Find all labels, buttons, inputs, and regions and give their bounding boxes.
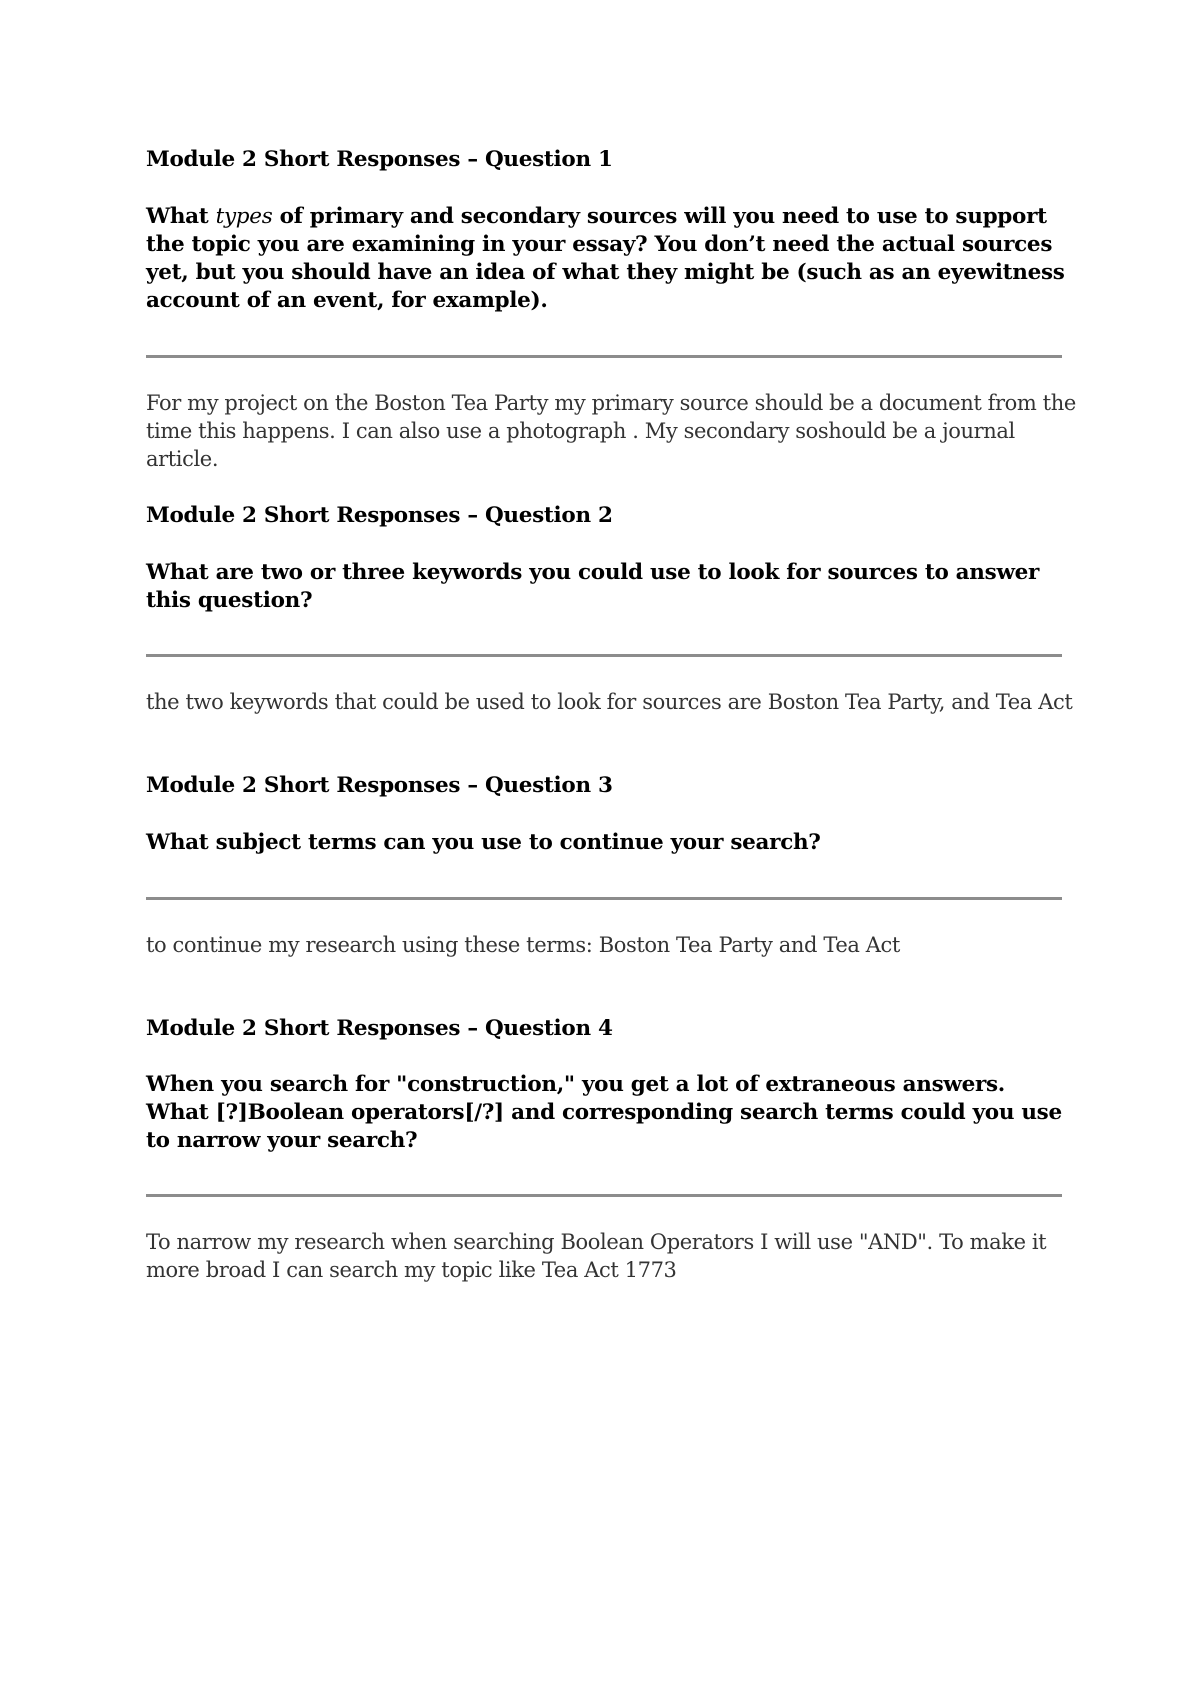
question-1-heading: Module 2 Short Responses – Question 1 xyxy=(146,147,613,172)
question-1-prompt-pre: What xyxy=(146,204,216,229)
question-1-prompt xyxy=(146,203,1066,315)
question-1-prompt-emphasis: types xyxy=(215,204,273,229)
question-2-answer: the two keywords that could be used to look for sources are Boston Tea Party, and Tea Act xyxy=(146,690,1073,714)
question-2-prompt: What are two or three keywords you could use to look for sources to answer this question? xyxy=(146,560,1040,613)
question-1-answer: For my project on the Boston Tea Party my primary source should be a document from the time this happens. I can also use a photograph . My secondary soshould be a journal article. xyxy=(146,391,1076,471)
question-4-prompt: When you search for "construction," you get a lot of extraneous answers. What [?]Boolean operators[/?] and corresponding search terms could you use to narrow your search? xyxy=(146,1072,1062,1153)
question-4-answer: To narrow my research when searching Boolean Operators I will use "AND". To make it more broad I can search my topic like Tea Act 1773 xyxy=(146,1230,1047,1282)
answer-divider-4 xyxy=(146,1194,1062,1197)
question-2-heading: Module 2 Short Responses – Question 2 xyxy=(146,503,613,528)
question-3-prompt: What subject terms can you use to continue your search? xyxy=(146,830,821,855)
answer-divider-1 xyxy=(146,355,1062,358)
question-3-heading: Module 2 Short Responses – Question 3 xyxy=(146,773,613,798)
answer-divider-3 xyxy=(146,897,1062,900)
question-1-prompt-post: of primary and secondary sources will you need to use to support the topic you are examining in your essay? You don’t need the actual sources yet, but you should have an idea of what they might be (such as an eyewitness account of an event, for example). xyxy=(146,204,1065,313)
question-4-heading: Module 2 Short Responses – Question 4 xyxy=(146,1016,613,1041)
question-3-answer: to continue my research using these terms: Boston Tea Party and Tea Act xyxy=(146,933,900,957)
answer-divider-2 xyxy=(146,654,1062,657)
